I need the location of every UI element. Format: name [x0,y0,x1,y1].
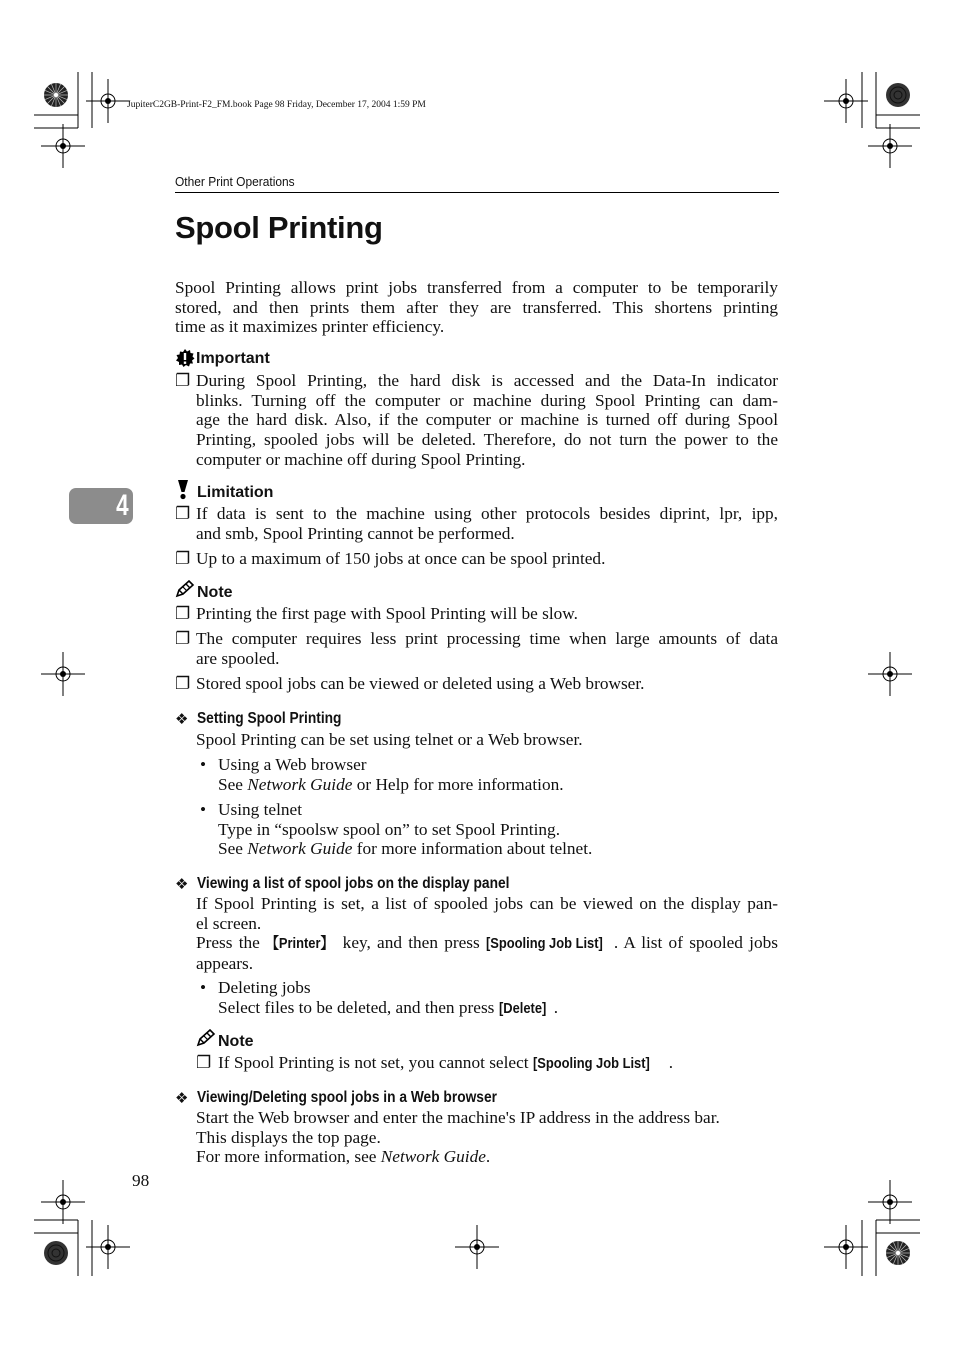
browser-paragraph [196,1108,778,1167]
registration-wheel-icon [886,1241,910,1265]
limitation-item [196,504,778,543]
text-line [218,1053,778,1074]
registration-wheel-icon [886,83,910,107]
checkbox-icon: ❐ [175,371,191,390]
text-line: and smb, Spool Printing cannot be performed. [196,523,515,543]
browser-heading-text: Viewing/Deleting spool jobs in a Web browser [197,1089,497,1106]
text-run: Select files to be deleted, and then press [218,997,499,1017]
text-line [218,775,778,795]
registration-cross-icon [824,79,868,123]
spooling-job-list-key: [Spooling Job List] [486,935,603,953]
delete-key: [Delete] [498,999,547,1017]
text-run: See [218,839,248,859]
limitation-icon [175,479,191,501]
text-line: age the hard disk. Also, if the computer or machine is turned off during Spool [196,410,778,430]
diamond-bullet-icon: ❖ [175,1090,189,1107]
intro-line: time as it maximizes printer efficiency. [175,317,445,337]
registration-cross-icon [824,1225,868,1269]
pencil-icon [175,580,195,598]
viewing-heading-text: Viewing a list of spool jobs on the display panel [197,875,510,892]
note-label: Note [197,584,233,601]
registration-cross-icon [41,652,85,696]
pencil-icon [196,1029,216,1047]
diamond-bullet-icon: ❖ [175,876,189,893]
text-run: . [553,997,559,1017]
network-guide-ref: Network Guide [247,839,353,859]
text-line [196,933,778,954]
registration-cross-icon [41,1180,85,1224]
text-run: Press the [196,933,267,953]
text-line: Printing the first page with Spool Printing will be slow. [196,604,578,623]
checkbox-icon: ❐ [175,674,191,693]
text-line: el screen. [196,913,262,933]
note-item [196,674,778,694]
text-line: Using a Web browser [218,755,367,774]
text-line: computer or machine off during Spool Printing. [196,449,526,469]
header-rule [175,192,779,193]
intro-line: stored, and then prints them after they are transferred. This shortens printing [175,297,778,317]
checkbox-icon: ❐ [175,604,191,623]
text-line: blinks. Turning off the computer or machine during Spool Printing can dam- [196,390,778,410]
text-run: or Help for more information. [352,774,564,794]
page-number: 98 [132,1171,150,1190]
bullet-dot: • [200,755,207,774]
setting-bullet-telnet [218,800,778,859]
registration-cross-icon [455,1225,499,1269]
note-item [196,604,778,624]
text-run: See [218,774,248,794]
text-run: key, and then press [336,933,486,953]
note-item [196,629,778,668]
text-run: . [485,1147,491,1167]
text-line: Up to a maximum of 150 jobs at once can be spool printed. [196,549,606,568]
registration-cross-icon [86,79,130,123]
limitation-item [196,549,778,569]
text-line: If Spool Printing is set, a list of spooled jobs can be viewed on the display pan- [196,894,778,913]
text-line: Start the Web browser and enter the machine's IP address in the address bar. [196,1108,720,1127]
chapter-tab [69,488,133,524]
limitation-label: Limitation [197,484,274,501]
text-line [218,998,778,1019]
important-item [196,371,778,470]
checkbox-icon: ❐ [175,549,191,568]
text-run: for more information about telnet. [352,839,593,859]
registration-wheel-icon [44,1241,68,1265]
checkbox-icon: ❐ [175,629,191,648]
registration-cross-icon [868,652,912,696]
text-line [218,839,778,859]
setting-bullet-web [218,755,778,794]
running-head: Other Print Operations [175,174,295,189]
text-line: are spooled. [196,648,280,668]
text-line: If data is sent to the machine using other protocols besides diprint, lpr, ipp, [196,504,778,523]
registration-cross-icon [41,124,85,168]
chapter-number: 4 [116,489,129,522]
important-icon [175,348,195,368]
text-line: Type in “spoolsw spool on” to set Spool Printing. [218,819,561,839]
text-line: Stored spool jobs can be viewed or deleted using a Web browser. [196,674,645,693]
text-line: Using telnet [218,800,302,819]
text-run: . A list of spooled jobs [613,933,778,953]
setting-text: Spool Printing can be set using telnet or a Web browser. [196,730,583,749]
text-line: During Spool Printing, the hard disk is accessed and the Data-In indicator [196,371,778,390]
text-line [196,1147,778,1167]
intro-line: Spool Printing allows print jobs transferred from a computer to be temporarily [175,278,778,297]
important-label: Important [196,350,270,367]
text-line: appears. [196,954,254,974]
text-run: . [668,1053,674,1072]
checkbox-icon: ❐ [196,1053,212,1072]
page-title: Spool Printing [175,210,383,245]
viewing-note-item [218,1053,778,1074]
text-line: This displays the top page. [196,1127,381,1147]
viewing-note-label: Note [218,1033,254,1050]
deleting-jobs-bullet [218,978,778,1018]
spooling-job-list-key: [Spooling Job List] [532,1055,650,1072]
viewing-paragraph [196,894,778,974]
text-run: If Spool Printing is not set, you cannot select [218,1053,533,1072]
text-line: Deleting jobs [218,978,311,997]
printer-key: 【Printer】 [266,935,334,953]
registration-cross-icon [86,1225,130,1269]
setting-heading-text: Setting Spool Printing [197,710,342,727]
network-guide-ref: Network Guide [247,774,353,794]
bullet-dot: • [200,978,207,997]
network-guide-ref: Network Guide [380,1147,486,1167]
file-slug: JupiterC2GB-Print-F2_FM.book Page 98 Friday, December 17, 2004 1:59 PM [127,100,426,110]
bullet-dot: • [200,800,207,819]
registration-wheel-icon [44,83,68,107]
registration-cross-icon [868,124,912,168]
diamond-bullet-icon: ❖ [175,711,189,728]
text-line: The computer requires less print processing time when large amounts of data [196,629,778,648]
checkbox-icon: ❐ [175,504,191,523]
registration-cross-icon [868,1180,912,1224]
intro-paragraph [175,278,778,337]
text-run: For more information, see [196,1147,381,1167]
text-line: Printing, spooled jobs will be deleted. Therefore, do not turn the power to the [196,430,778,450]
